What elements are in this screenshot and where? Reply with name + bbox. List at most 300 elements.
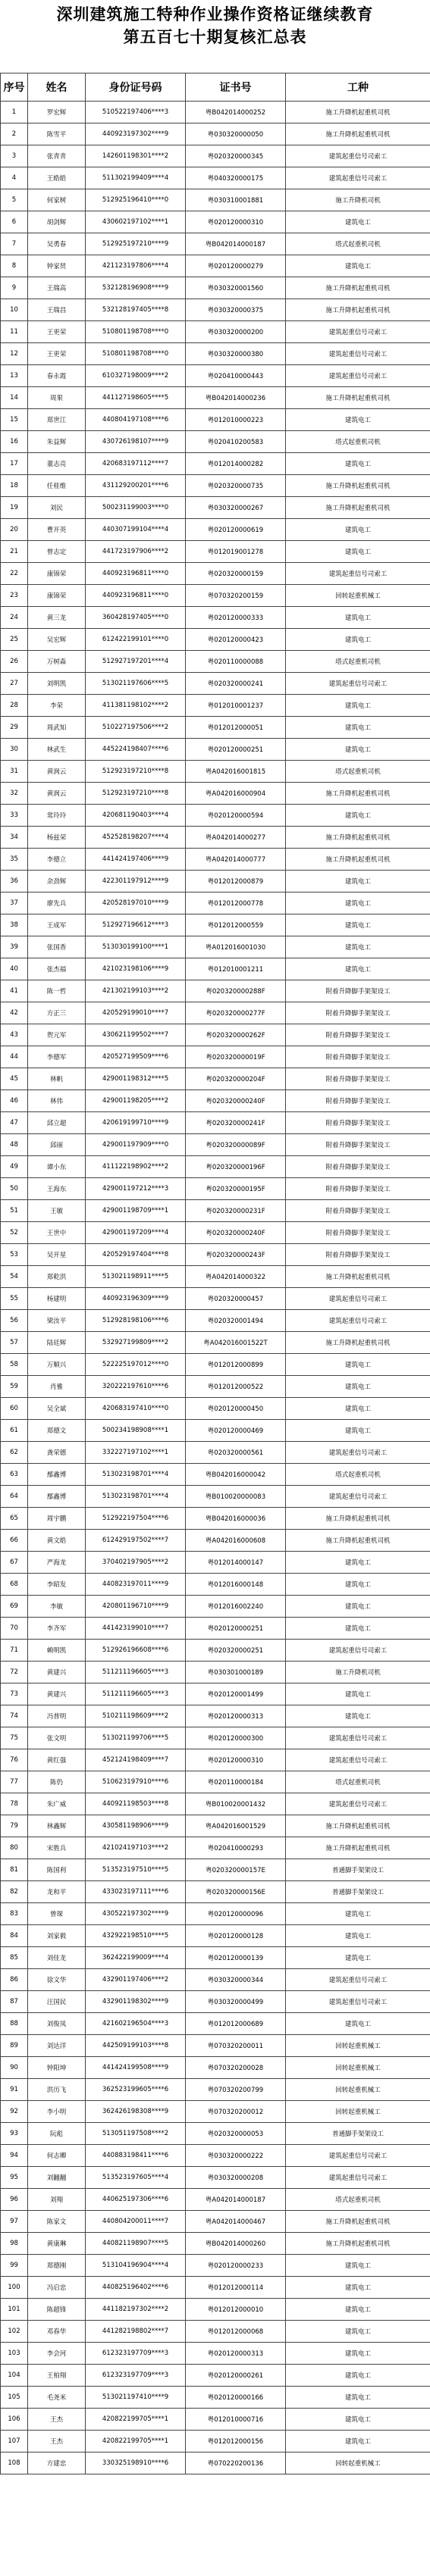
cell-name: 何家树 — [28, 189, 86, 211]
cell-name: 周果 — [28, 387, 86, 409]
table-row — [1, 1640, 430, 1662]
cell-trade: 建筑电工 — [286, 1354, 430, 1376]
cell-trade: 建筑电工 — [286, 1596, 430, 1618]
cell-certificate-number: 粤020320000735 — [186, 475, 286, 497]
cell-index: 65 — [1, 1508, 28, 1530]
cell-id-number: 532128197405****8 — [86, 299, 186, 321]
cell-trade: 施工升降机起重机司机 — [286, 277, 430, 299]
cell-trade: 建筑电工 — [286, 1925, 430, 1947]
cell-name: 陈国利 — [28, 1859, 86, 1881]
cell-index: 108 — [1, 2453, 28, 2474]
table-row — [1, 1969, 430, 1991]
cell-certificate-number: 粤012016000148 — [186, 1574, 286, 1596]
cell-id-number: 440923196309****9 — [86, 1288, 186, 1310]
cell-index: 93 — [1, 2123, 28, 2145]
cell-certificate-number: 粤B010020001432 — [186, 1793, 286, 1815]
cell-certificate-number: 粤B042014000252 — [186, 102, 286, 123]
cell-index: 26 — [1, 651, 28, 673]
cell-id-number: 440923196811****0 — [86, 563, 186, 585]
cell-trade: 回转起重机械工 — [286, 2453, 430, 2474]
cell-index: 3 — [1, 145, 28, 167]
cell-id-number: 532128196908****9 — [86, 277, 186, 299]
cell-certificate-number: 粤A042014000322 — [186, 1266, 286, 1288]
table-row — [1, 189, 430, 211]
cell-index: 81 — [1, 1859, 28, 1881]
cell-id-number: 500231199003****0 — [86, 497, 186, 519]
cell-name: 曾志定 — [28, 541, 86, 563]
cell-certificate-number: 粤020120000313 — [186, 1705, 286, 1727]
cell-index: 14 — [1, 387, 28, 409]
cell-trade: 施工升降机起重机司机 — [286, 1530, 430, 1552]
cell-name: 王柏翔 — [28, 2365, 86, 2387]
table-row — [1, 1530, 430, 1552]
cell-id-number: 513021197606****5 — [86, 673, 186, 695]
table-row — [1, 783, 430, 805]
cell-trade: 建筑电工 — [286, 211, 430, 233]
cell-index: 42 — [1, 1002, 28, 1024]
cell-name: 李敏 — [28, 1596, 86, 1618]
cell-trade: 建筑电工 — [286, 739, 430, 761]
cell-index: 63 — [1, 1464, 28, 1486]
table-row — [1, 761, 430, 783]
cell-index: 50 — [1, 1178, 28, 1200]
cell-certificate-number: 粤020320000251 — [186, 1640, 286, 1662]
cell-index: 59 — [1, 1376, 28, 1398]
cell-index: 105 — [1, 2387, 28, 2409]
cell-trade: 附着升降脚手架架设工 — [286, 1112, 430, 1134]
cell-name: 何志卿 — [28, 2145, 86, 2167]
table-row — [1, 2013, 430, 2035]
cell-index: 67 — [1, 1552, 28, 1574]
cell-certificate-number: 粤070320200159 — [186, 585, 286, 607]
cell-trade: 附着升降脚手架架设工 — [286, 1134, 430, 1156]
cell-id-number: 420822199705****1 — [86, 2431, 186, 2453]
cell-id-number: 512923197210****8 — [86, 783, 186, 805]
cell-id-number: 441723197906****2 — [86, 541, 186, 563]
table-row — [1, 409, 430, 431]
cell-name: 吴宏辉 — [28, 629, 86, 651]
cell-id-number: 441423199010****7 — [86, 1618, 186, 1640]
table-row — [1, 914, 430, 936]
table-row — [1, 2409, 430, 2431]
table-row — [1, 1310, 430, 1332]
cell-name: 郑德刚 — [28, 2255, 86, 2277]
cell-id-number: 511211196605****3 — [86, 1683, 186, 1705]
table-row — [1, 2299, 430, 2321]
cell-id-number: 513051197508****2 — [86, 2123, 186, 2145]
cell-index: 55 — [1, 1288, 28, 1310]
table-row — [1, 497, 430, 519]
cell-trade: 建筑电工 — [286, 893, 430, 914]
cell-name: 方正三 — [28, 1002, 86, 1024]
cell-id-number: 421123197806****4 — [86, 255, 186, 277]
cell-certificate-number: 粤020320000457 — [186, 1288, 286, 1310]
cell-name: 刘佳龙 — [28, 1947, 86, 1969]
cell-index: 92 — [1, 2101, 28, 2123]
cell-certificate-number: 粤030320000267 — [186, 497, 286, 519]
cell-certificate-number: 粤020320000241 — [186, 673, 286, 695]
cell-name: 董志亮 — [28, 453, 86, 475]
cell-name: 刘明凯 — [28, 673, 86, 695]
cell-id-number: 441424197406****9 — [86, 849, 186, 871]
cell-id-number: 500234198908****1 — [86, 1420, 186, 1442]
table-row — [1, 2365, 430, 2387]
cell-trade: 回转起重机械工 — [286, 585, 430, 607]
cell-index: 98 — [1, 2233, 28, 2255]
cell-id-number: 440625197306****6 — [86, 2189, 186, 2211]
cell-trade: 建筑起重信号司索工 — [286, 673, 430, 695]
table-row — [1, 431, 430, 453]
cell-index: 100 — [1, 2277, 28, 2299]
table-row — [1, 2101, 430, 2123]
cell-id-number: 430581198906****9 — [86, 1815, 186, 1837]
cell-index: 106 — [1, 2409, 28, 2431]
cell-trade: 施工升降机起重机司机 — [286, 827, 430, 849]
table-row — [1, 1420, 430, 1442]
cell-name: 万树森 — [28, 651, 86, 673]
cell-certificate-number: 粤020320000277F — [186, 1002, 286, 1024]
cell-certificate-number: 粤020320000288F — [186, 980, 286, 1002]
table-row — [1, 519, 430, 541]
table-row — [1, 102, 430, 123]
cell-index: 24 — [1, 607, 28, 629]
cell-certificate-number: 粤020120000096 — [186, 1903, 286, 1925]
cell-certificate-number: 粤020320000240F — [186, 1222, 286, 1244]
cell-id-number: 612323197709****3 — [86, 2343, 186, 2365]
cell-certificate-number: 粤030320000375 — [186, 299, 286, 321]
table-row — [1, 2277, 430, 2299]
cell-certificate-number: 粤030320000222 — [186, 2145, 286, 2167]
cell-certificate-number: 粤020120000261 — [186, 2365, 286, 2387]
cell-index: 80 — [1, 1837, 28, 1859]
cell-index: 45 — [1, 1068, 28, 1090]
cell-name: 陆廷辉 — [28, 1332, 86, 1354]
cell-index: 21 — [1, 541, 28, 563]
cell-trade: 回转起重机械工 — [286, 2079, 430, 2101]
cell-name: 黄润云 — [28, 761, 86, 783]
table-row — [1, 1200, 430, 1222]
cell-index: 25 — [1, 629, 28, 651]
column-header-certificate-number: 证书号 — [186, 73, 286, 102]
cell-index: 78 — [1, 1793, 28, 1815]
cell-name: 吴勇春 — [28, 233, 86, 255]
cell-certificate-number: 粤020410200583 — [186, 431, 286, 453]
cell-name: 王皓皓 — [28, 167, 86, 189]
cell-index: 34 — [1, 827, 28, 849]
cell-trade: 建筑起重信号司索工 — [286, 563, 430, 585]
table-row — [1, 849, 430, 871]
cell-trade: 塔式起重机司机 — [286, 1464, 430, 1486]
cell-trade: 附着升降脚手架架设工 — [286, 1178, 430, 1200]
cell-certificate-number: 粤B042016000042 — [186, 1464, 286, 1486]
cell-trade: 建筑电工 — [286, 1552, 430, 1574]
cell-id-number: 362422199009****4 — [86, 1947, 186, 1969]
table-row — [1, 1508, 430, 1530]
cell-name: 陈超锋 — [28, 2299, 86, 2321]
cell-name: 刘达洋 — [28, 2035, 86, 2057]
cell-index: 47 — [1, 1112, 28, 1134]
cell-index: 17 — [1, 453, 28, 475]
cell-name: 龚荣德 — [28, 1442, 86, 1464]
cell-certificate-number: 粤070320200011 — [186, 2035, 286, 2057]
cell-trade: 建筑电工 — [286, 958, 430, 980]
cell-trade: 塔式起重机司机 — [286, 2189, 430, 2211]
cell-trade: 附着升降脚手架架设工 — [286, 1068, 430, 1090]
cell-id-number: 510522197406****3 — [86, 102, 186, 123]
cell-certificate-number: 粤020110000184 — [186, 1771, 286, 1793]
cell-certificate-number: 粤012019001278 — [186, 541, 286, 563]
cell-index: 85 — [1, 1947, 28, 1969]
cell-certificate-number: 粤030320000200 — [186, 321, 286, 343]
cell-name: 方建忠 — [28, 2453, 86, 2474]
table-row — [1, 1024, 430, 1046]
table-row — [1, 805, 430, 827]
cell-trade: 建筑电工 — [286, 1420, 430, 1442]
cell-certificate-number: 粤012012000559 — [186, 914, 286, 936]
cell-id-number: 522225197012****0 — [86, 1354, 186, 1376]
cell-name: 王杰 — [28, 2431, 86, 2453]
cell-certificate-number: 粤B042016000036 — [186, 1508, 286, 1530]
table-row — [1, 2431, 430, 2453]
cell-certificate-number: 粤020120000279 — [186, 255, 286, 277]
cell-trade: 建筑电工 — [286, 409, 430, 431]
cell-index: 96 — [1, 2189, 28, 2211]
cell-index: 23 — [1, 585, 28, 607]
cell-name: 罗宏辉 — [28, 102, 86, 123]
cell-name: 刘民 — [28, 497, 86, 519]
cell-id-number: 512922197504****6 — [86, 1508, 186, 1530]
table-row — [1, 1574, 430, 1596]
cell-trade: 建筑电工 — [286, 453, 430, 475]
cell-id-number: 422301197912****9 — [86, 871, 186, 893]
cell-trade: 建筑电工 — [286, 2277, 430, 2299]
cell-name: 王世中 — [28, 1222, 86, 1244]
table-row — [1, 453, 430, 475]
cell-certificate-number: 粤020120000619 — [186, 519, 286, 541]
cell-index: 83 — [1, 1903, 28, 1925]
cell-id-number: 440921198503****8 — [86, 1793, 186, 1815]
cell-name: 阮彪 — [28, 2123, 86, 2145]
table-row — [1, 2343, 430, 2365]
cell-certificate-number: 粤020320000156E — [186, 1881, 286, 1903]
cell-certificate-number: 粤020320000231F — [186, 1200, 286, 1222]
cell-id-number: 612323197709****3 — [86, 2365, 186, 2387]
table-row — [1, 1552, 430, 1574]
cell-index: 32 — [1, 783, 28, 805]
cell-trade: 建筑电工 — [286, 541, 430, 563]
cell-index: 90 — [1, 2057, 28, 2079]
cell-name: 刘翻翻 — [28, 2167, 86, 2189]
table-row — [1, 1991, 430, 2013]
cell-certificate-number: 粤030301000189 — [186, 1662, 286, 1683]
cell-index: 44 — [1, 1046, 28, 1068]
cell-name: 黄三龙 — [28, 607, 86, 629]
cell-index: 51 — [1, 1200, 28, 1222]
cell-id-number: 420822199705****1 — [86, 2409, 186, 2431]
table-row — [1, 871, 430, 893]
table-row — [1, 365, 430, 387]
table-row — [1, 1859, 430, 1881]
cell-certificate-number: 粤020120000251 — [186, 1618, 286, 1640]
table-row — [1, 1442, 430, 1464]
cell-id-number: 510801198708****0 — [86, 343, 186, 365]
cell-id-number: 512923197210****8 — [86, 761, 186, 783]
cell-trade: 施工升降机起重机司机 — [286, 475, 430, 497]
column-header-id-number: 身份证号码 — [86, 73, 186, 102]
cell-name: 李小明 — [28, 2101, 86, 2123]
cell-name: 刘家毅 — [28, 1925, 86, 1947]
cell-certificate-number: 粤020120001499 — [186, 1683, 286, 1705]
cell-certificate-number: 粤012012000156 — [186, 2431, 286, 2453]
cell-trade: 建筑电工 — [286, 871, 430, 893]
cell-certificate-number: 粤012016002240 — [186, 1596, 286, 1618]
table-row — [1, 607, 430, 629]
cell-name: 钟家贤 — [28, 255, 86, 277]
cell-trade: 施工升降机起重机司机 — [286, 2233, 430, 2255]
cell-name: 周宇鹏 — [28, 1508, 86, 1530]
cell-id-number: 512927197201****4 — [86, 651, 186, 673]
table-row — [1, 2453, 430, 2474]
cell-name: 康锦荣 — [28, 563, 86, 585]
cell-name: 万顺兴 — [28, 1354, 86, 1376]
cell-trade: 建筑电工 — [286, 2321, 430, 2343]
cell-certificate-number: 粤020320000561 — [186, 1442, 286, 1464]
cell-trade: 建筑起重信号司索工 — [286, 1288, 430, 1310]
cell-trade: 普通脚手架架设工 — [286, 1859, 430, 1881]
cell-index: 88 — [1, 2013, 28, 2035]
table-row — [1, 1332, 430, 1354]
cell-index: 87 — [1, 1991, 28, 2013]
cell-name: 鄢鑫博 — [28, 1486, 86, 1508]
cell-id-number: 362426198308****9 — [86, 2101, 186, 2123]
cell-certificate-number: 粤030310001881 — [186, 189, 286, 211]
cell-certificate-number: 粤020120000310 — [186, 211, 286, 233]
cell-index: 107 — [1, 2431, 28, 2453]
table-row — [1, 123, 430, 145]
cell-certificate-number: 粤020320000243F — [186, 1244, 286, 1266]
table-row — [1, 1244, 430, 1266]
cell-index: 48 — [1, 1134, 28, 1156]
cell-name: 徐文华 — [28, 1969, 86, 1991]
cell-trade: 建筑电工 — [286, 2299, 430, 2321]
cell-certificate-number: 粤A042014000277 — [186, 827, 286, 849]
cell-trade: 附着升降脚手架架设工 — [286, 1244, 430, 1266]
cell-trade: 建筑起重信号司索工 — [286, 1793, 430, 1815]
cell-index: 86 — [1, 1969, 28, 1991]
table-row — [1, 1398, 430, 1420]
cell-name: 王更荣 — [28, 343, 86, 365]
table-row — [1, 739, 430, 761]
cell-certificate-number: 粤012012000068 — [186, 2321, 286, 2343]
table-row — [1, 1815, 430, 1837]
cell-trade: 建筑电工 — [286, 1947, 430, 1969]
cell-id-number: 513104196904****4 — [86, 2255, 186, 2277]
cell-trade: 塔式起重机司机 — [286, 431, 430, 453]
table-row — [1, 1683, 430, 1705]
table-row — [1, 2167, 430, 2189]
table-row — [1, 2145, 430, 2167]
cell-name: 贺元军 — [28, 1024, 86, 1046]
cell-trade: 施工升降机起重机司机 — [286, 299, 430, 321]
cell-index: 12 — [1, 343, 28, 365]
cell-id-number: 512927196612****3 — [86, 914, 186, 936]
cell-index: 95 — [1, 2167, 28, 2189]
cell-certificate-number: 粤030320000380 — [186, 343, 286, 365]
summary-table — [0, 73, 430, 2474]
table-row — [1, 1222, 430, 1244]
cell-id-number: 441282198802****7 — [86, 2321, 186, 2343]
cell-trade: 建筑电工 — [286, 717, 430, 739]
cell-id-number: 452124198409****7 — [86, 1749, 186, 1771]
cell-id-number: 430726198107****9 — [86, 431, 186, 453]
cell-id-number: 440923196811****0 — [86, 585, 186, 607]
cell-id-number: 433023197111****6 — [86, 1881, 186, 1903]
cell-id-number: 445224198407****6 — [86, 739, 186, 761]
cell-name: 宋胜兵 — [28, 1837, 86, 1859]
cell-trade: 建筑电工 — [286, 1398, 430, 1420]
cell-trade: 建筑电工 — [286, 1903, 430, 1925]
cell-name: 朱益辉 — [28, 431, 86, 453]
cell-id-number: 420527199509****6 — [86, 1046, 186, 1068]
cell-certificate-number: 粤020120000313 — [186, 2343, 286, 2365]
table-row — [1, 277, 430, 299]
cell-name: 张文明 — [28, 1727, 86, 1749]
cell-id-number: 513523197605****4 — [86, 2167, 186, 2189]
cell-trade: 建筑起重信号司索工 — [286, 1486, 430, 1508]
cell-index: 71 — [1, 1640, 28, 1662]
column-header-trade: 工种 — [286, 73, 430, 102]
cell-name: 刘俊凤 — [28, 2013, 86, 2035]
cell-trade: 建筑电工 — [286, 2255, 430, 2277]
table-row — [1, 563, 430, 585]
cell-id-number: 513021198911****5 — [86, 1266, 186, 1288]
cell-index: 77 — [1, 1771, 28, 1793]
cell-certificate-number: 粤A042014000467 — [186, 2211, 286, 2233]
cell-index: 61 — [1, 1420, 28, 1442]
cell-trade: 建筑电工 — [286, 936, 430, 958]
cell-index: 82 — [1, 1881, 28, 1903]
cell-id-number: 510211198609****2 — [86, 1705, 186, 1727]
cell-id-number: 421024197103****2 — [86, 1837, 186, 1859]
cell-name: 邱丽 — [28, 1134, 86, 1156]
cell-name: 郑德文 — [28, 1420, 86, 1442]
cell-id-number: 421023198106****9 — [86, 958, 186, 980]
cell-index: 75 — [1, 1727, 28, 1749]
cell-trade: 塔式起重机司机 — [286, 761, 430, 783]
cell-name: 陈家文 — [28, 2211, 86, 2233]
table-row — [1, 387, 430, 409]
cell-index: 30 — [1, 739, 28, 761]
cell-trade: 施工升降机起重机司机 — [286, 497, 430, 519]
cell-certificate-number: 粤030320000208 — [186, 2167, 286, 2189]
cell-name: 钟阳坤 — [28, 2057, 86, 2079]
cell-certificate-number: 粤020320000157E — [186, 1859, 286, 1881]
cell-trade: 塔式起重机司机 — [286, 1771, 430, 1793]
cell-certificate-number: 粤A042014000777 — [186, 849, 286, 871]
cell-id-number: 440825196402****6 — [86, 2277, 186, 2299]
cell-name: 王更荣 — [28, 321, 86, 343]
cell-index: 31 — [1, 761, 28, 783]
cell-id-number: 512926196608****6 — [86, 1640, 186, 1662]
cell-id-number: 440307199104****4 — [86, 519, 186, 541]
cell-id-number: 513021197410****9 — [86, 2387, 186, 2409]
cell-trade: 建筑起重信号司索工 — [286, 1969, 430, 1991]
cell-name: 邱立超 — [28, 1112, 86, 1134]
cell-certificate-number: 粤020120000594 — [186, 805, 286, 827]
table-row — [1, 2057, 430, 2079]
cell-name: 邓春华 — [28, 2321, 86, 2343]
cell-trade: 建筑电工 — [286, 2365, 430, 2387]
